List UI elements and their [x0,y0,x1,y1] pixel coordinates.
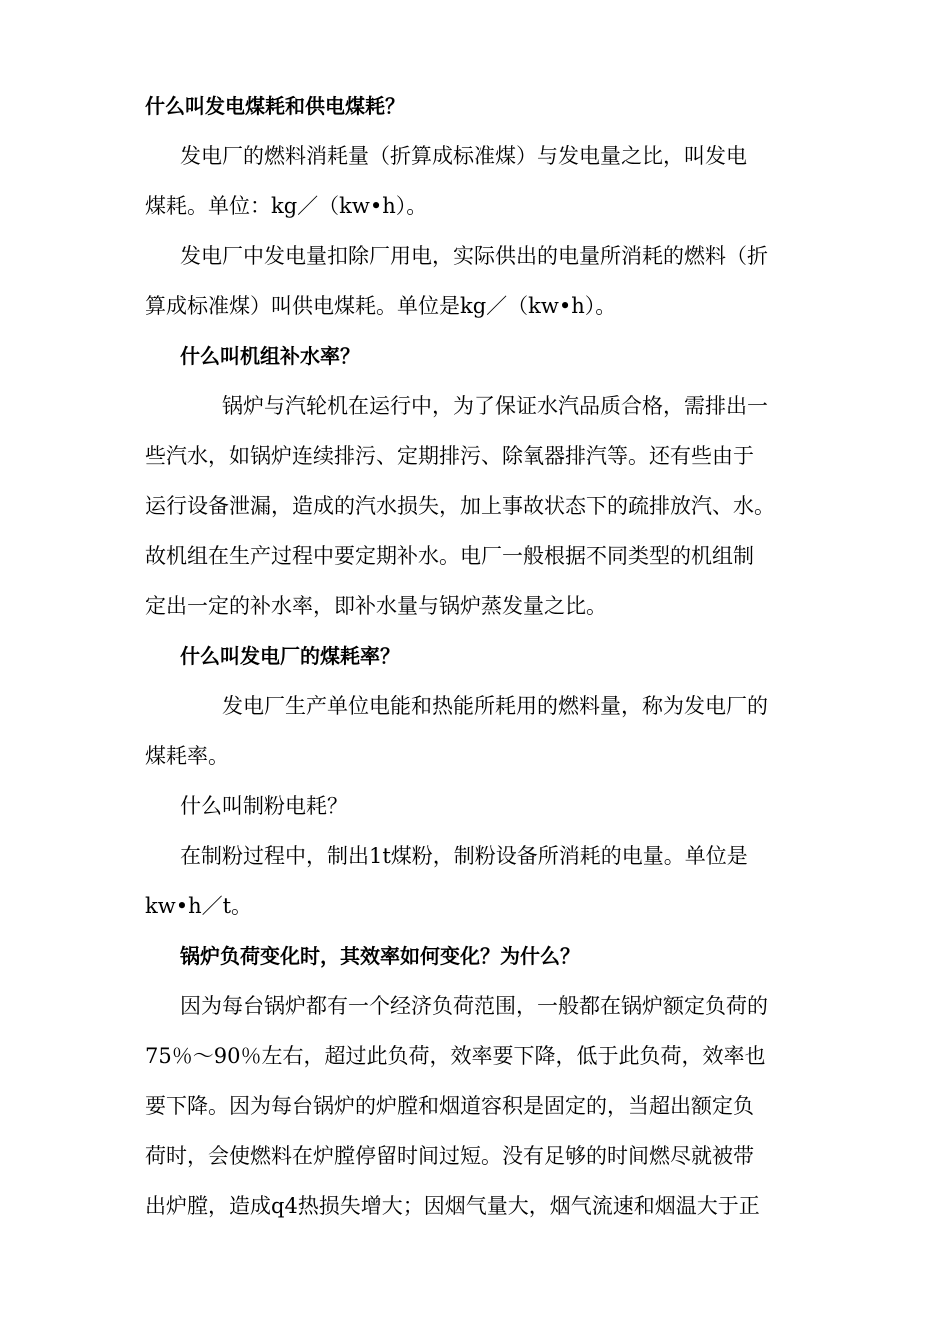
heading-coal-consumption: 什么叫发电煤耗和供电煤耗？ [145,94,405,118]
heading-pulverizing-power: 什么叫制粉电耗？ [180,794,348,818]
heading-boiler-load-efficiency: 锅炉负荷变化时，其效率如何变化？为什么？ [180,944,580,968]
paragraph-line: 要下降。因为每台锅炉的炉膛和烟道容积是固定的，当超出额定负 [145,1094,754,1118]
paragraph-line: 运行设备泄漏，造成的汽水损失，加上事故状态下的疏排放汽、水。 [145,494,775,518]
paragraph-line: 定出一定的补水率，即补水量与锅炉蒸发量之比。 [145,594,607,618]
paragraph-line: 煤耗率。 [145,744,229,768]
paragraph-line: 发电厂的燃料消耗量（折算成标准煤）与发电量之比，叫发电 [180,144,747,168]
paragraph-line: 算成标准煤）叫供电煤耗。单位是kg／（kw•h）。 [145,294,617,318]
paragraph-line: 在制粉过程中，制出1t煤粉，制粉设备所消耗的电量。单位是 [180,844,748,868]
paragraph-line: 发电厂中发电量扣除厂用电，实际供出的电量所消耗的燃料（折 [180,244,768,268]
paragraph-line: 些汽水，如锅炉连续排污、定期排污、除氧器排汽等。还有些由于 [145,444,754,468]
paragraph-line: 75％～90％左右，超过此负荷，效率要下降，低于此负荷，效率也 [145,1044,766,1068]
heading-plant-coal-rate: 什么叫发电厂的煤耗率？ [180,644,400,668]
heading-makeup-water-rate: 什么叫机组补水率？ [180,344,360,368]
paragraph-line: 煤耗。单位：kg／（kw•h）。 [145,194,428,218]
paragraph-line: kw•h／t。 [145,894,253,918]
paragraph-line: 荷时，会使燃料在炉膛停留时间过短。没有足够的时间燃尽就被带 [145,1144,754,1168]
paragraph-line: 因为每台锅炉都有一个经济负荷范围，一般都在锅炉额定负荷的 [180,994,768,1018]
paragraph-line: 锅炉与汽轮机在运行中，为了保证水汽品质合格，需排出一 [222,394,768,418]
paragraph-line: 故机组在生产过程中要定期补水。电厂一般根据不同类型的机组制 [145,544,754,568]
paragraph-line: 出炉膛，造成q4热损失增大；因烟气量大，烟气流速和烟温大于正 [145,1194,760,1218]
paragraph-line: 发电厂生产单位电能和热能所耗用的燃料量，称为发电厂的 [222,694,768,718]
